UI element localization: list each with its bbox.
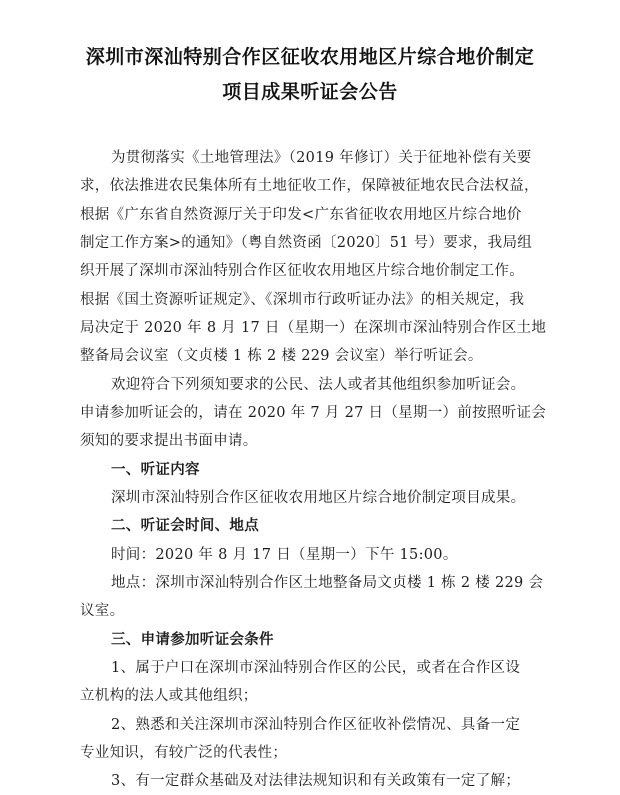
section-2-heading: 二、听证会时间、地点 xyxy=(111,518,259,534)
condition-3: 3、有一定群众基础及对法律法规知识和有关政策有一定了解； xyxy=(111,773,521,789)
intro-line: 织开展了深圳市深汕特别合作区征收农用地区片综合地价制定工作。 xyxy=(80,263,524,279)
welcome-line: 申请参加听证会的，请在 2020 年 7 月 27 日（星期一）前按照听证会 xyxy=(80,405,547,421)
condition-2: 2、熟悉和关注深圳市深汕特别合作区征收补偿情况、具备一定 xyxy=(111,717,521,733)
section-2-place: 地点：深圳市深汕特别合作区土地整备局文贞楼 1 栋 2 楼 229 会 xyxy=(111,575,544,591)
document-title-line-1: 深圳市深汕特别合作区征收农用地区片综合地价制定 xyxy=(85,46,535,68)
section-3-heading: 三、申请参加听证会条件 xyxy=(111,632,274,648)
condition-1-cont: 立机构的法人或其他组织； xyxy=(80,688,258,704)
intro-line: 根据《国土资源听证规定》、《深圳市行政听证办法》的相关规定，我 xyxy=(80,292,525,308)
intro-line: 局决定于 2020 年 8 月 17 日（星期一）在深圳市深汕特别合作区土地 xyxy=(80,320,547,336)
intro-line: 制定工作方案>的通知》（粤自然资函〔2020〕51 号）要求，我局组 xyxy=(80,235,533,251)
welcome-line: 须知的要求提出书面申请。 xyxy=(80,433,258,449)
document-title-line-2: 项目成果听证会公告 xyxy=(222,81,398,103)
section-1-heading: 一、听证内容 xyxy=(111,462,200,478)
intro-line: 整备局会议室（文贞楼 1 栋 2 楼 229 会议室）举行听证会。 xyxy=(80,348,483,364)
condition-2-cont: 专业知识，有较广泛的代表性； xyxy=(80,745,288,761)
section-1-text: 深圳市深汕特别合作区征收农用地区片综合地价制定项目成果。 xyxy=(111,490,526,506)
section-2-time: 时间：2020 年 8 月 17 日（星期一）下午 15:00。 xyxy=(111,547,458,563)
intro-line: 为贯彻落实《土地管理法》（2019 年修订）关于征地补偿有关要 xyxy=(111,150,532,166)
condition-1: 1、属于户口在深圳市深汕特别合作区的公民，或者在合作区设 xyxy=(111,660,521,676)
intro-line: 求，依法推进农民集体所有土地征收工作，保障被征地农民合法权益， xyxy=(80,178,539,194)
welcome-line: 欢迎符合下列须知要求的公民、法人或者其他组织参加听证会。 xyxy=(111,377,526,393)
section-2-place-cont: 议室。 xyxy=(80,603,125,619)
intro-line: 根据《广东省自然资源厅关于印发<广东省征收农用地区片综合地价 xyxy=(80,207,522,223)
